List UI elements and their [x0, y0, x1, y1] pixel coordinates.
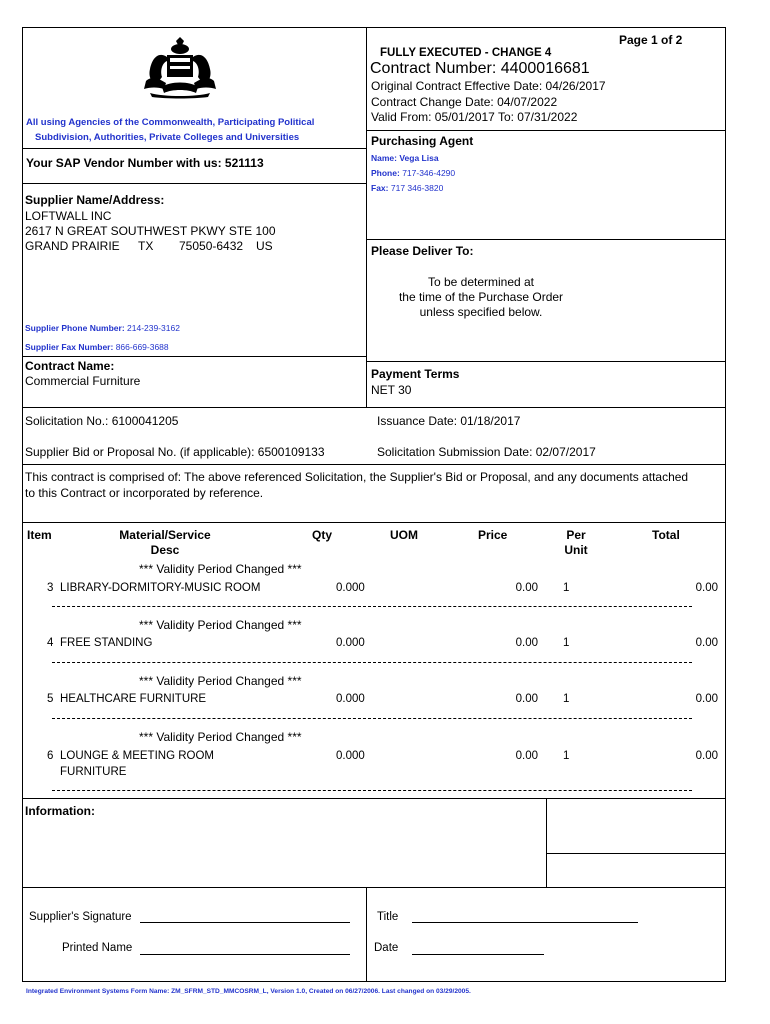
original-effective-date: Original Contract Effective Date: 04/26/2017: [371, 79, 606, 93]
signature-divider: [366, 887, 367, 982]
item-per: 1: [563, 582, 570, 594]
agencies-line-2: Subdivision, Authorities, Private Colleges and Universities: [35, 132, 300, 143]
agent-phone-value: 717-346-4290: [402, 168, 456, 178]
item-total: 0.00: [695, 693, 718, 705]
contract-name-value: Commercial Furniture: [25, 374, 141, 388]
agent-fax: [371, 183, 443, 193]
row-separator: [52, 718, 692, 719]
divider: [22, 887, 726, 888]
agent-fax-label: Fax:: [371, 183, 389, 193]
contract-number: Contract Number: 4400016681: [370, 60, 590, 77]
item-price: 0.00: [515, 693, 538, 705]
item-note: *** Validity Period Changed ***: [139, 730, 302, 744]
item-number: 3: [47, 582, 54, 594]
col-per: Per: [566, 528, 586, 542]
supplier-city: GRAND PRAIRIE: [25, 239, 120, 253]
item-qty: 0.000: [336, 693, 365, 705]
col-material: Material/Service: [119, 528, 211, 542]
divider: [366, 239, 726, 240]
header-divider: [366, 27, 367, 407]
divider: [366, 361, 726, 362]
agent-phone: [371, 168, 455, 178]
item-total: 0.00: [695, 637, 718, 649]
executed-label: FULLY EXECUTED - CHANGE 4: [380, 47, 552, 59]
comprised-line-1: This contract is comprised of: The above referenced Solicitation, the Supplier's Bid or Proposal, and any documents attached: [25, 470, 689, 484]
deliver-line-3: unless specified below.: [419, 305, 543, 319]
row-separator: [52, 606, 692, 607]
item-total: 0.00: [695, 750, 718, 762]
row-separator: [52, 790, 692, 791]
agent-phone-label: Phone:: [371, 168, 400, 178]
col-item: Item: [27, 528, 52, 542]
printed-name-label: Printed Name: [62, 942, 133, 954]
divider: [546, 853, 726, 854]
divider: [22, 798, 726, 799]
item-qty: 0.000: [336, 582, 365, 594]
info-divider: [546, 798, 547, 887]
date-label: Date: [374, 942, 399, 954]
divider: [22, 148, 366, 149]
col-total: Total: [652, 528, 680, 542]
item-desc: LOUNGE & MEETING ROOM: [60, 750, 214, 762]
supplier-phone-value: 214-239-3162: [127, 323, 180, 333]
item-desc-continued: FURNITURE: [60, 766, 127, 778]
deliver-line-2: the time of the Purchase Order: [398, 290, 564, 304]
col-price: Price: [478, 528, 508, 542]
col-unit: Unit: [564, 543, 588, 557]
page-label: Page 1 of 2: [619, 33, 683, 47]
item-price: 0.00: [515, 637, 538, 649]
issuance-date: Issuance Date: 01/18/2017: [377, 414, 521, 428]
information-label: Information:: [25, 804, 95, 818]
col-desc: Desc: [150, 543, 180, 557]
divider: [22, 464, 726, 465]
row-separator: [52, 662, 692, 663]
solicitation-number: Solicitation No.: 6100041205: [25, 414, 179, 428]
item-per: 1: [563, 637, 570, 649]
item-qty: 0.000: [336, 637, 365, 649]
agent-name: Name: Vega Lisa: [371, 153, 439, 163]
form-footer: Integrated Environment Systems Form Name: ZM_SFRM_STD_MMCOSRM_L, Version 1.0, Created on 06/27/2006. Last changed on 03/29/2005.: [26, 988, 471, 995]
item-total: 0.00: [695, 582, 718, 594]
submission-date: Solicitation Submission Date: 02/07/2017: [377, 445, 596, 459]
supplier-phone-label: Supplier Phone Number:: [25, 323, 125, 333]
supplier-phone: [25, 323, 180, 333]
supplier-country: US: [256, 239, 273, 253]
item-number: 4: [47, 637, 54, 649]
item-note: *** Validity Period Changed ***: [139, 618, 302, 632]
supplier-state: TX: [138, 239, 154, 253]
item-number: 5: [47, 693, 54, 705]
title-line[interactable]: [412, 922, 638, 923]
col-uom: UOM: [390, 528, 418, 542]
valid-range: Valid From: 05/01/2017 To: 07/31/2022: [371, 110, 578, 124]
contract-name-label: Contract Name:: [25, 359, 115, 373]
item-number: 6: [47, 750, 54, 762]
supplier-fax-value: 866-669-3688: [115, 342, 169, 352]
supplier-zip: 75050-6432: [179, 239, 244, 253]
item-price: 0.00: [515, 582, 538, 594]
comprised-line-2: to this Contract or incorporated by reference.: [25, 486, 264, 500]
supplier-name: LOFTWALL INC: [25, 209, 112, 223]
item-per: 1: [563, 693, 570, 705]
payment-terms-label: Payment Terms: [371, 367, 460, 381]
item-qty: 0.000: [336, 750, 365, 762]
bid-number: Supplier Bid or Proposal No. (if applicable): 6500109133: [25, 445, 325, 459]
divider: [366, 130, 726, 131]
agencies-line-1: All using Agencies of the Commonwealth, Participating Political: [26, 117, 315, 128]
deliver-title: Please Deliver To:: [371, 244, 474, 258]
supplier-title: Supplier Name/Address:: [25, 193, 165, 207]
item-desc: LIBRARY-DORMITORY-MUSIC ROOM: [60, 582, 261, 594]
contract-change-date: Contract Change Date: 04/07/2022: [371, 95, 558, 109]
commonwealth-seal-icon: [140, 37, 220, 99]
agent-fax-value: 717 346-3820: [390, 183, 444, 193]
title-label: Title: [377, 911, 399, 923]
payment-terms-value: NET 30: [371, 383, 412, 397]
deliver-line-1: To be determined at: [427, 275, 535, 289]
printed-name-line[interactable]: [140, 954, 350, 955]
divider: [22, 407, 726, 408]
supplier-signature-line[interactable]: [140, 922, 350, 923]
item-per: 1: [563, 750, 570, 762]
supplier-signature-label: Supplier's Signature: [29, 911, 132, 923]
divider: [22, 356, 366, 357]
item-note: *** Validity Period Changed ***: [139, 674, 302, 688]
item-desc: HEALTHCARE FURNITURE: [60, 693, 207, 705]
divider: [22, 522, 726, 523]
supplier-fax: [25, 342, 169, 352]
col-qty: Qty: [312, 528, 333, 542]
item-desc: FREE STANDING: [60, 637, 153, 649]
supplier-fax-label: Supplier Fax Number:: [25, 342, 114, 352]
date-line[interactable]: [412, 954, 544, 955]
item-price: 0.00: [515, 750, 538, 762]
purchasing-agent-title: Purchasing Agent: [371, 134, 474, 148]
supplier-address: 2617 N GREAT SOUTHWEST PKWY STE 100: [25, 224, 276, 238]
sap-vendor-number: Your SAP Vendor Number with us: 521113: [26, 156, 264, 170]
divider: [22, 183, 366, 184]
item-note: *** Validity Period Changed ***: [139, 562, 302, 576]
